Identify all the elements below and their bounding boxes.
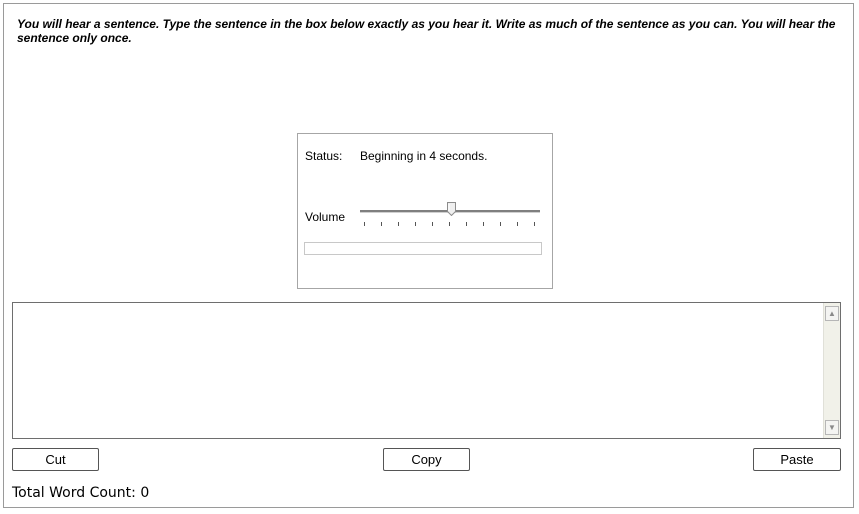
total-word-count: Total Word Count: 0 <box>12 485 150 501</box>
cut-button[interactable]: Cut <box>12 448 99 471</box>
instructions-text: You will hear a sentence. Type the sentence in the box below exactly as you hear it. Write as much of the sentence as you can. You will hear the sentence only once. <box>17 17 836 45</box>
slider-thumb-icon[interactable] <box>447 202 456 216</box>
copy-button[interactable]: Copy <box>383 448 470 471</box>
status-value: Beginning in 4 seconds. <box>360 149 488 163</box>
status-label: Status: <box>305 149 343 163</box>
scroll-up-arrow-icon[interactable]: ▲ <box>825 306 839 321</box>
scroll-down-arrow-icon[interactable]: ▼ <box>825 420 839 435</box>
answer-scrollbar[interactable] <box>823 303 840 438</box>
paste-button[interactable]: Paste <box>753 448 841 471</box>
volume-slider[interactable] <box>360 202 540 232</box>
volume-label: Volume <box>305 210 346 224</box>
audio-player-panel <box>297 133 553 289</box>
answer-textarea[interactable] <box>13 303 824 438</box>
volume-slider-ticks <box>360 222 540 228</box>
audio-progress-bar <box>304 242 542 255</box>
answer-box <box>12 302 841 439</box>
